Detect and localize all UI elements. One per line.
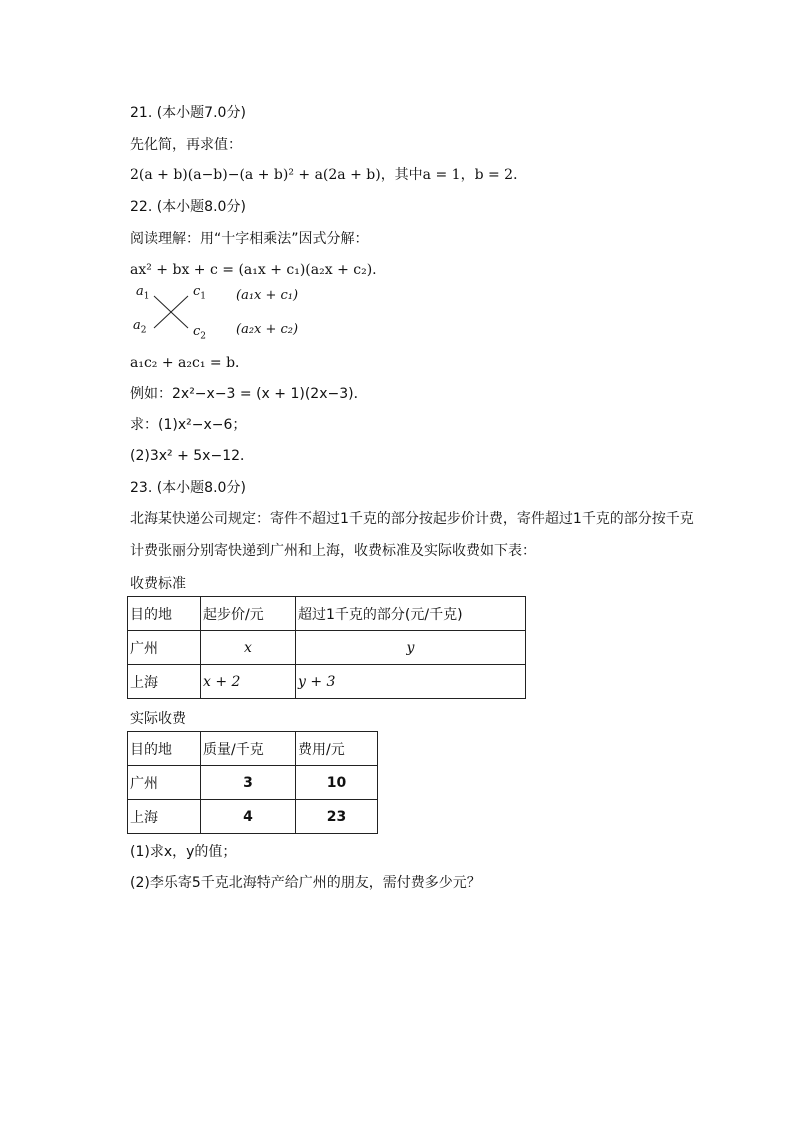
- q23-paragraph-2: 计费张丽分别寄快递到广州和上海，收费标准及实际收费如下表：: [130, 543, 536, 559]
- q22-ask-1: 求：(1)x²−x−6；: [130, 417, 247, 433]
- table-header-cell: 质量/千克: [201, 732, 296, 766]
- q22-relation: a₁c₂ + a₂c₁ = b．: [130, 355, 250, 371]
- table-header-cell: 费用/元: [296, 732, 378, 766]
- q23-sub-question-2: (2)李乐寄5千克北海特产给广州的朋友，需付费多少元？: [130, 875, 481, 891]
- cross-lines: [130, 282, 330, 342]
- q21-header: 21. (本小题7.0分): [130, 105, 246, 121]
- table-header-cell: 目的地: [128, 597, 201, 631]
- table-header-row: [128, 732, 378, 766]
- q22-example: 例如：2x²−x−3 = (x + 1)(2x−3)．: [130, 386, 368, 402]
- diagram-c1: $c_1$: [193, 284, 207, 302]
- actual-fee-table: [127, 731, 378, 834]
- q22-ask-2: (2)3x² + 5x−12．: [130, 448, 255, 464]
- q23-paragraph-1: 北海某快递公司规定：寄件不超过1千克的部分按起步价计费，寄件超过1千克的部分按千克: [130, 511, 694, 527]
- q23-sub-question-1: (1)求x，y的值；: [130, 844, 237, 860]
- table-cell: 广州: [128, 766, 201, 800]
- q21-expression: 2(a + b)(a−b)−(a + b)² + a(2a + b)，其中a = 1，b = 2．: [130, 167, 528, 183]
- table-row: [128, 665, 526, 699]
- table2-caption: 实际收费: [130, 711, 186, 727]
- q21-instruction: 先化简，再求值：: [130, 137, 242, 153]
- fee-standard-table: [127, 596, 526, 699]
- diagram-a1: $a_1$: [136, 284, 150, 302]
- table-cell: 上海: [128, 665, 201, 699]
- table-cell: 广州: [128, 631, 201, 665]
- table-header-cell: 起步价/元: [201, 597, 296, 631]
- table-row: [128, 766, 378, 800]
- table-cell: 上海: [128, 800, 201, 834]
- q22-formula: ax² + bx + c = (a₁x + c₁)(a₂x + c₂).: [130, 262, 377, 278]
- table-header-cell: 超过1千克的部分(元/千克): [296, 597, 526, 631]
- table-cell: x + 2: [201, 665, 296, 699]
- q23-header: 23. (本小题8.0分): [130, 480, 246, 496]
- table-cell: 4: [201, 800, 296, 834]
- q22-header: 22. (本小题8.0分): [130, 199, 246, 215]
- table-header-cell: 目的地: [128, 732, 201, 766]
- table-cell: 10: [296, 766, 378, 800]
- diagram-factor-1: (a₁x + c₁): [236, 288, 299, 303]
- diagram-c2: $c_2$: [193, 324, 207, 342]
- diagram-a2: $a_2$: [133, 318, 147, 336]
- table-cell: y + 3: [296, 665, 526, 699]
- table-row: [128, 800, 378, 834]
- table-header-row: [128, 597, 526, 631]
- table-cell: y: [296, 631, 526, 665]
- table1-caption: 收费标准: [130, 576, 186, 592]
- cross-multiplication-diagram: [130, 282, 330, 342]
- table-cell: x: [201, 631, 296, 665]
- table-cell: 3: [201, 766, 296, 800]
- table-cell: 23: [296, 800, 378, 834]
- table-row: [128, 631, 526, 665]
- diagram-factor-2: (a₂x + c₂): [236, 322, 299, 337]
- q22-intro: 阅读理解：用“十字相乘法”因式分解：: [130, 231, 369, 247]
